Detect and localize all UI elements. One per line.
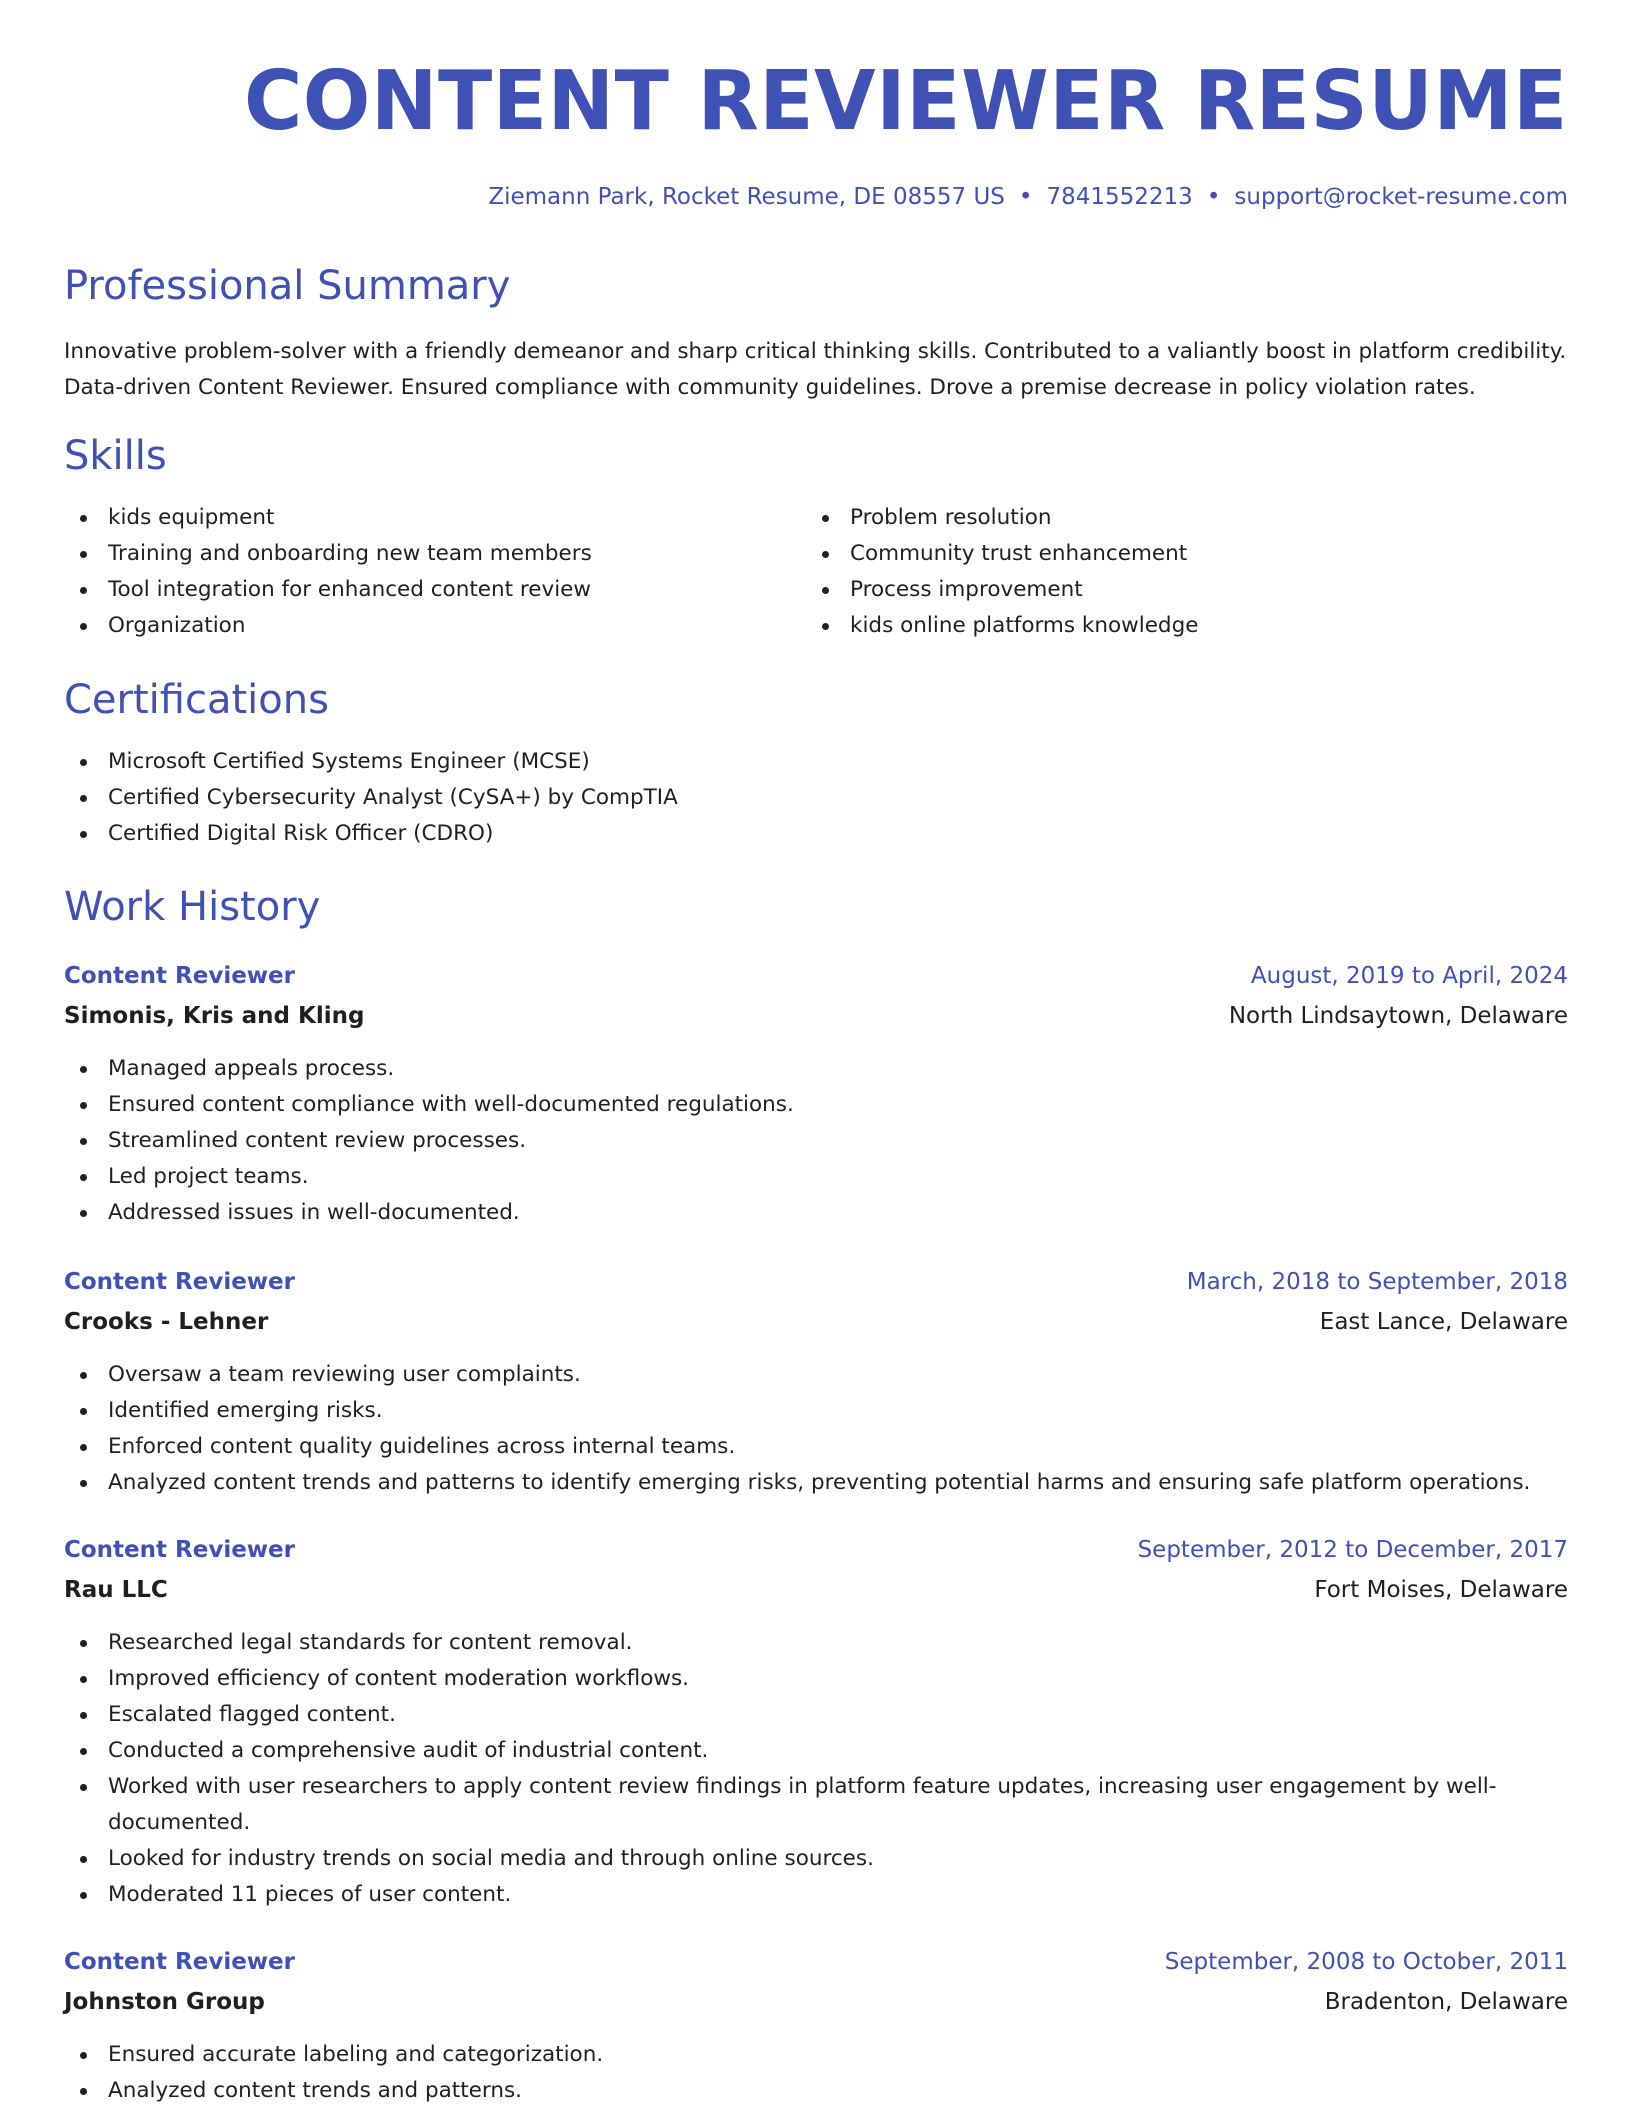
job-title: Content Reviewer [64, 963, 295, 989]
job-company: Rau LLC [64, 1577, 168, 1603]
skills-list-right [806, 500, 1198, 644]
job-bullet: Worked with user researchers to apply content review findings in platform feature updates, increasing user engagement by well-documented. [64, 1769, 1564, 1841]
certification-item: Microsoft Certified Systems Engineer (MCSE) [64, 744, 678, 780]
job-location: East Lance, Delaware [1319, 1309, 1568, 1335]
certifications-list [64, 744, 678, 852]
certification-item: Certified Digital Risk Officer (CDRO) [64, 816, 678, 852]
job-company: Johnston Group [64, 1989, 265, 2015]
job-bullet: Ensured accurate labeling and categorization. [64, 2037, 603, 2073]
contact-address: Ziemann Park, Rocket Resume, DE 08557 US [488, 184, 1005, 210]
skills-heading: Skills [64, 433, 167, 479]
skill-item: kids equipment [64, 500, 592, 536]
resume-title: CONTENT REVIEWER RESUME [244, 54, 1568, 149]
job-bullets [64, 2037, 603, 2109]
contact-email[interactable]: support@rocket-resume.com [1234, 184, 1568, 210]
skill-item: Training and onboarding new team members [64, 536, 592, 572]
job-bullet: Oversaw a team reviewing user complaints. [64, 1357, 1530, 1393]
skill-item: Community trust enhancement [806, 536, 1198, 572]
job-bullet: Addressed issues in well-documented. [64, 1195, 794, 1231]
job-bullets [64, 1051, 794, 1231]
job-bullet: Ensured content compliance with well-documented regulations. [64, 1087, 794, 1123]
work-history-heading: Work History [64, 884, 321, 930]
contact-separator: • [1206, 184, 1221, 210]
job-title: Content Reviewer [64, 1949, 295, 1975]
job-bullet: Led project teams. [64, 1159, 794, 1195]
job-bullet: Escalated flagged content. [64, 1697, 1564, 1733]
job-bullets [64, 1357, 1530, 1501]
job-bullet: Moderated 11 pieces of user content. [64, 1877, 1564, 1913]
job-bullet: Researched legal standards for content removal. [64, 1625, 1564, 1661]
job-bullet: Streamlined content review processes. [64, 1123, 794, 1159]
job-bullet: Conducted a comprehensive audit of industrial content. [64, 1733, 1564, 1769]
job-title: Content Reviewer [64, 1537, 295, 1563]
job-bullets [64, 1625, 1564, 1913]
job-bullet: Identified emerging risks. [64, 1393, 1530, 1429]
skill-item: Organization [64, 608, 592, 644]
job-dates: September, 2012 to December, 2017 [1137, 1537, 1568, 1563]
skill-item: kids online platforms knowledge [806, 608, 1198, 644]
job-company: Crooks - Lehner [64, 1309, 269, 1335]
contact-phone: 7841552213 [1046, 184, 1193, 210]
skill-item: Tool integration for enhanced content review [64, 572, 592, 608]
job-dates: August, 2019 to April, 2024 [1250, 963, 1568, 989]
skill-item: Process improvement [806, 572, 1198, 608]
skill-item: Problem resolution [806, 500, 1198, 536]
job-location: North Lindsaytown, Delaware [1228, 1003, 1568, 1029]
job-bullet: Looked for industry trends on social media and through online sources. [64, 1841, 1564, 1877]
contact-line [488, 180, 1568, 214]
contact-separator: • [1018, 184, 1033, 210]
job-location: Fort Moises, Delaware [1314, 1577, 1568, 1603]
job-dates: September, 2008 to October, 2011 [1164, 1949, 1568, 1975]
job-company: Simonis, Kris and Kling [64, 1003, 365, 1029]
job-bullet: Enforced content quality guidelines across internal teams. [64, 1429, 1530, 1465]
job-bullet: Improved efficiency of content moderation workflows. [64, 1661, 1564, 1697]
job-bullet: Managed appeals process. [64, 1051, 794, 1087]
job-bullet: Analyzed content trends and patterns. [64, 2073, 603, 2109]
summary-text: Innovative problem-solver with a friendly demeanor and sharp critical thinking skills. Contributed to a valiantly boost in platform credibility. Data-driven Content Reviewer. Ensured compliance with community guidelines. Drove a premise decrease in policy violation rates. [64, 339, 1567, 400]
certifications-heading: Certifications [64, 677, 329, 723]
summary-heading: Professional Summary [64, 263, 511, 309]
job-dates: March, 2018 to September, 2018 [1186, 1269, 1568, 1295]
skills-list-left [64, 500, 592, 644]
certification-item: Certified Cybersecurity Analyst (CySA+) by CompTIA [64, 780, 678, 816]
job-title: Content Reviewer [64, 1269, 295, 1295]
job-location: Bradenton, Delaware [1324, 1989, 1568, 2015]
job-bullet: Analyzed content trends and patterns to identify emerging risks, preventing potential harms and ensuring safe platform operations. [64, 1465, 1530, 1501]
